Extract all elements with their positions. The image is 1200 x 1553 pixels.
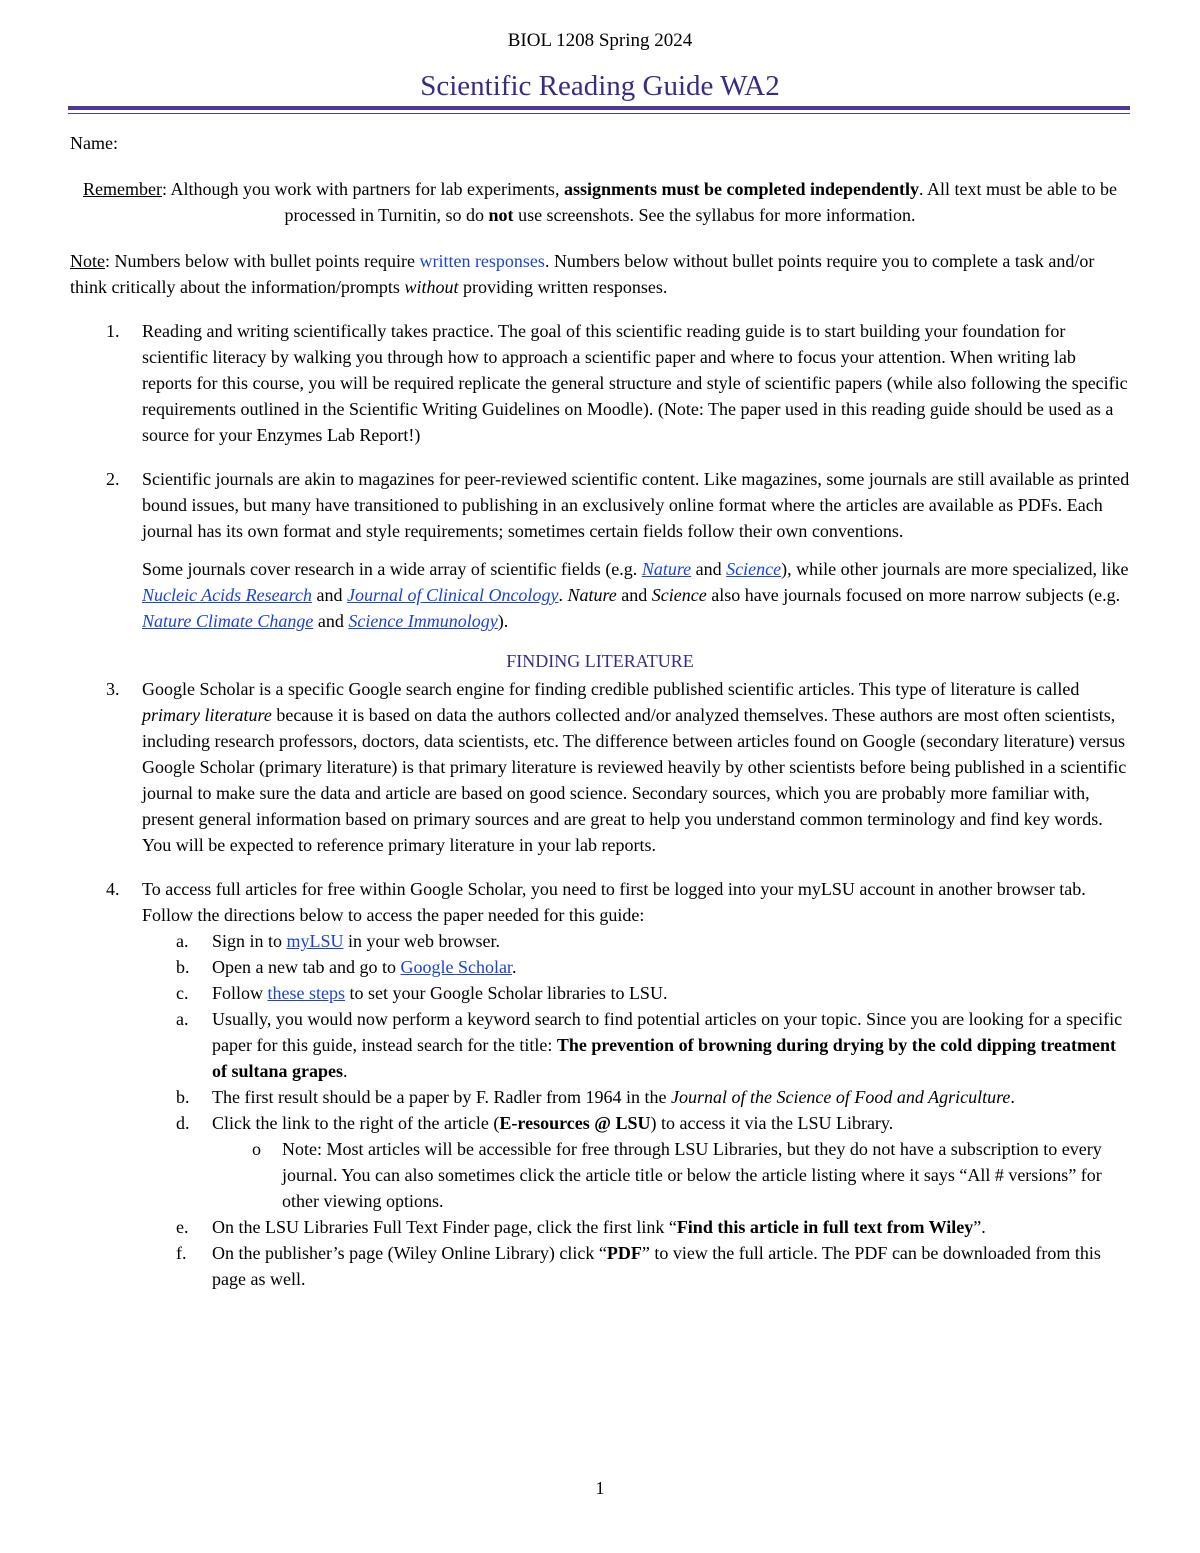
step-c-follow-steps: c. Follow these steps to set your Google Scholar libraries to LSU.	[176, 983, 668, 1003]
mylsu-link[interactable]: myLSU	[286, 931, 344, 951]
journals-paragraph: Some journals cover research in a wide array of scientific fields (e.g. Nature and Science), while other journals are more specialized, like Nucleic Acids Research and Journal of Clinical Oncology. Nature and Science also have journals focused on more narrow subjects (e.g. Nature Climate Change and Science Immunology).	[142, 559, 1129, 631]
document-body	[70, 130, 1130, 1292]
step-d-note-bullet: o Note: Most articles will be accessible for free through LSU Libraries, but they do not have a subscription to every journal. You can also sometimes click the article title or below the article listing where it says “All # versions” for other viewing options.	[252, 1139, 1102, 1211]
these-steps-link[interactable]: these steps	[267, 983, 345, 1003]
remember-bold: assignments must be completed independently	[563, 179, 919, 199]
step-b-first-result: b. The first result should be a paper by F. Radler from 1964 in the Journal of the Science of Food and Agriculture.	[176, 1087, 1015, 1107]
list-item-3: 3. Google Scholar is a specific Google search engine for finding credible published scientific articles. This type of literature is called primary literature because it is based on data the authors collected and/or analyzed themselves. These authors are most often scientists, including research professors, doctors, data scientists, etc. The difference between articles found on Google (secondary literature) versus Google Scholar (primary literature) is that primary literature is reviewed heavily by other scientists before being published in a scientific journal to make sure the data and article are based on good science. Secondary sources, which you are probably more familiar with, present general information based on primary sources and are great to help you understand common terminology and find key words. You will be expected to reference primary literature in your lab reports.	[106, 679, 1127, 855]
course-header: BIOL 1208 Spring 2024	[507, 30, 693, 51]
written-responses-link[interactable]: written responses	[419, 251, 545, 271]
step-b-google-scholar: b. Open a new tab and go to Google Scholar.	[176, 957, 517, 977]
nucleic-acids-research-link[interactable]: Nucleic Acids Research	[142, 585, 312, 605]
list-item-1: 1. Reading and writing scientifically takes practice. The goal of this scientific reading guide is to start building your foundation for scientific literacy by walking you through how to approach a scientific paper and where to focus your attention. When writing lab reports for this course, you will be required replicate the general structure and style of scientific papers (while also following the specific requirements outlined in the Scientific Writing Guidelines on Moodle). (Note: The paper used in this reading guide should be used as a source for your Enzymes Lab Report!)	[106, 321, 1128, 445]
remember-label: Remember	[83, 179, 163, 199]
document-title: Scientific Reading Guide WA2	[420, 70, 780, 102]
note-label: Note	[70, 251, 105, 271]
step-f-publisher-page: f. On the publisher’s page (Wiley Online Library) click “PDF” to view the full article. The PDF can be downloaded from this page as well.	[176, 1243, 1101, 1289]
science-immunology-link[interactable]: Science Immunology	[348, 611, 498, 631]
step-e-full-text-finder: e. On the LSU Libraries Full Text Finder page, click the first link “Find this article in full text from Wiley”.	[176, 1217, 986, 1237]
paper-title: The prevention of browning during drying by the cold dipping treatment of sultana grapes	[212, 1035, 1116, 1081]
page-number: 1	[595, 1478, 605, 1498]
journal-clinical-oncology-link[interactable]: Journal of Clinical Oncology	[346, 585, 559, 605]
list-item-2: 2. Scientific journals are akin to magazines for peer-reviewed scientific content. Like magazines, some journals are still available as printed bound issues, but many have transitioned to publishing in an exclusively online format where the articles are available as PDFs. Each journal has its own format and style requirements; sometimes certain fields follow their own conventions. Some journals cover research in a wide array of scientific fields (e.g. Nature and Science), while other journals are more specialized, like Nucleic Acids Research and Journal of Clinical Oncology. Nature and Science also have journals focused on more narrow subjects (e.g. Nature Climate Change and Science Immunology).	[70, 466, 1130, 634]
science-link[interactable]: Science	[726, 559, 782, 579]
note-paragraph: Note: Numbers below with bullet points require written responses. Numbers below without bullet points require you to complete a task and/or think critically about the information/prompts without providing written responses.	[70, 251, 1095, 297]
title-rule-thick	[68, 106, 1130, 110]
title-rule-thin	[68, 113, 1130, 114]
step-a-keyword-search: a. Usually, you would now perform a keyword search to find potential articles on your topic. Since you are looking for a specific paper for this guide, instead search for the title: The prevention of browning during drying by the cold dipping treatment of sultana grapes.	[176, 1009, 1123, 1081]
nature-climate-change-link[interactable]: Nature Climate Change	[142, 611, 314, 631]
nature-link[interactable]: Nature	[641, 559, 692, 579]
name-field-label: Name:	[70, 133, 118, 153]
step-a-sign-in: a. Sign in to myLSU in your web browser.	[176, 931, 501, 951]
google-scholar-link[interactable]: Google Scholar	[400, 957, 512, 977]
remember-paragraph: Remember: Although you work with partners for lab experiments, assignments must be completed independently. All text must be able to be processed in Turnitin, so do not use screenshots. See the syllabus for more information.	[83, 179, 1117, 225]
section-heading-finding-literature: FINDING LITERATURE	[506, 651, 694, 671]
step-d-click-link: d. Click the link to the right of the article (E-resources @ LSU) to access it via the LSU Library.	[176, 1113, 894, 1133]
list-item-4: 4. To access full articles for free within Google Scholar, you need to first be logged into your myLSU account in another browser tab. Follow the directions below to access the paper needed for this guide:	[106, 879, 1086, 925]
